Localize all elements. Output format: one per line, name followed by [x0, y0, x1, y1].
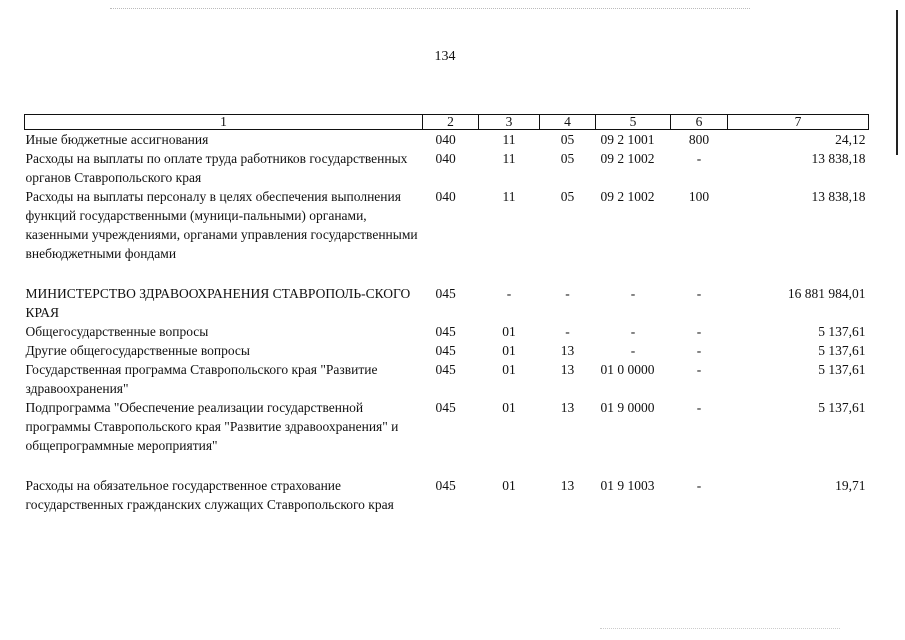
cell-code: 045 [435, 400, 456, 415]
cell-section: 01 [502, 343, 516, 358]
page-number: 134 [434, 49, 456, 64]
scan-artifact [600, 628, 840, 630]
cell-code: 040 [435, 151, 456, 166]
cell-expense-type: 100 [688, 189, 710, 204]
spacer-row [25, 263, 869, 284]
column-header: 1 [25, 115, 423, 130]
row-name: МИНИСТЕРСТВО ЗДРАВООХРАНЕНИЯ СТАВРОПОЛЬ-СКОГО КРАЯ [25, 286, 411, 320]
cell-amount: 24,12 [835, 132, 866, 147]
table-row [25, 284, 869, 322]
table-row [25, 130, 869, 150]
cell-target: - [630, 324, 636, 339]
row-name: Государственная программа Ставропольского края "Развитие здравоохранения" [25, 362, 378, 396]
cell-expense-type: 800 [688, 132, 710, 147]
cell-code: 045 [435, 286, 456, 301]
column-header: 6 [671, 115, 728, 130]
cell-target: 09 2 1002 [600, 151, 655, 166]
cell-subsection: 05 [560, 132, 575, 147]
cell-section: 11 [502, 132, 516, 147]
cell-subsection: 13 [560, 478, 575, 493]
cell-code: 045 [435, 324, 456, 339]
cell-code: 045 [435, 343, 456, 358]
budget-table [24, 114, 869, 514]
margin-rule [896, 10, 898, 155]
cell-subsection: 13 [560, 362, 575, 377]
cell-target: 01 9 1003 [600, 478, 655, 493]
cell-expense-type: - [696, 400, 702, 415]
cell-amount: 5 137,61 [818, 343, 866, 358]
cell-target: - [630, 286, 636, 301]
cell-section: 01 [502, 400, 516, 415]
table-row [25, 149, 869, 187]
cell-expense-type: - [696, 324, 702, 339]
cell-subsection: 13 [560, 400, 575, 415]
column-header: 4 [540, 115, 596, 130]
scan-artifact [110, 8, 750, 10]
cell-code: 045 [435, 362, 456, 377]
cell-target: 09 2 1002 [600, 189, 655, 204]
table-row [25, 322, 869, 341]
cell-amount: 5 137,61 [818, 324, 866, 339]
column-header: 5 [596, 115, 671, 130]
cell-subsection: - [565, 324, 570, 339]
cell-section: 11 [502, 189, 516, 204]
cell-target: 09 2 1001 [600, 132, 655, 147]
cell-amount: 19,71 [835, 478, 866, 493]
row-name: Другие общегосударственные вопросы [25, 343, 250, 358]
cell-subsection: - [565, 286, 570, 301]
row-name: Расходы на выплаты персоналу в целях обеспечения выполнения функций государственными (муници-пальными) органами, казенными учреждениями, органами управления государственными внебюджетными фондами [25, 189, 418, 261]
cell-section: - [506, 286, 512, 301]
row-name: Подпрограмма "Обеспечение реализации государственной программы Ставропольского края "Развитие здравоохранения" и общепрограммные мероприятия" [25, 400, 399, 453]
column-header: 2 [423, 115, 479, 130]
cell-target: - [630, 343, 636, 358]
cell-expense-type: - [696, 343, 702, 358]
cell-section: 11 [502, 151, 516, 166]
cell-amount: 16 881 984,01 [787, 286, 866, 301]
row-name: Расходы на выплаты по оплате труда работников государственных органов Ставропольского края [25, 151, 408, 185]
cell-target: 01 0 0000 [600, 362, 655, 377]
cell-expense-type: - [696, 478, 702, 493]
cell-code: 045 [435, 478, 456, 493]
table-row [25, 360, 869, 398]
table-row [25, 187, 869, 263]
cell-amount: 5 137,61 [818, 400, 866, 415]
cell-target: 01 9 0000 [600, 400, 655, 415]
row-name: Иные бюджетные ассигнования [25, 132, 209, 147]
cell-expense-type: - [696, 286, 702, 301]
row-name: Расходы на обязательное государственное страхование государственных гражданских служащих Ставропольского края [25, 478, 394, 512]
table-header-row [25, 115, 869, 130]
cell-expense-type: - [696, 151, 702, 166]
cell-subsection: 05 [560, 189, 575, 204]
cell-section: 01 [502, 324, 516, 339]
cell-amount: 13 838,18 [811, 151, 866, 166]
cell-section: 01 [502, 478, 516, 493]
cell-expense-type: - [696, 362, 702, 377]
row-name: Общегосударственные вопросы [25, 324, 209, 339]
cell-code: 040 [435, 189, 456, 204]
spacer-row [25, 455, 869, 476]
table-row [25, 341, 869, 360]
cell-amount: 13 838,18 [811, 189, 866, 204]
column-header: 3 [479, 115, 540, 130]
table-row [25, 476, 869, 514]
cell-amount: 5 137,61 [818, 362, 866, 377]
table-row [25, 398, 869, 455]
cell-section: 01 [502, 362, 516, 377]
cell-subsection: 05 [560, 151, 575, 166]
column-header: 7 [728, 115, 869, 130]
cell-code: 040 [435, 132, 456, 147]
cell-subsection: 13 [560, 343, 575, 358]
